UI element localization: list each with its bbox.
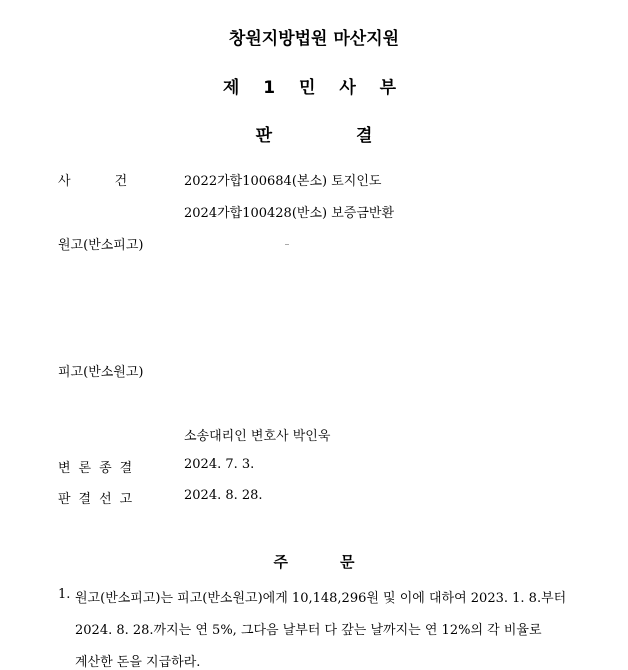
ruling-date-label: 판결선고 xyxy=(58,492,141,507)
redaction-mark xyxy=(285,244,289,245)
case-number-line-1: 2022가합100684(본소) 토지인도 xyxy=(184,174,382,189)
closing-date-label: 변론종결 xyxy=(58,461,141,476)
order-item-line-1: 원고(반소피고)는 피고(반소원고)에게 10,148,296원 및 이에 대하여 2023. 1. 8.부터 xyxy=(75,591,567,606)
order-item-line-2: 2024. 8. 28.까지는 연 5%, 그다음 날부터 다 갚는 날까지는 연 12%의 각 비율로 xyxy=(75,623,542,638)
case-number-line-2: 2024가합100428(반소) 보증금반환 xyxy=(184,206,395,221)
plaintiff-label: 원고(반소피고) xyxy=(58,238,144,253)
document-type-char-1: 판 xyxy=(255,126,272,146)
document-type-char-2: 결 xyxy=(356,126,373,146)
order-item-line-3: 계산한 돈을 지급하라. xyxy=(75,655,201,670)
ruling-date-value: 2024. 8. 28. xyxy=(184,488,263,503)
order-section-title xyxy=(0,551,628,572)
order-title-char-2: 문 xyxy=(340,553,355,571)
order-item-number: 1. xyxy=(58,587,71,602)
case-label xyxy=(58,170,127,189)
document-type-title xyxy=(0,121,628,146)
case-label-char-1: 사 xyxy=(58,174,71,189)
division-name: 제 1 민 사 부 xyxy=(222,78,406,98)
case-label-char-2: 건 xyxy=(114,174,128,189)
defendant-label: 피고(반소원고) xyxy=(58,365,144,380)
order-title-char-1: 주 xyxy=(273,553,288,571)
closing-date-value: 2024. 7. 3. xyxy=(184,457,255,472)
court-name: 창원지방법원 마산지원 xyxy=(228,29,400,49)
defendant-counsel: 소송대리인 변호사 박인욱 xyxy=(184,429,331,444)
